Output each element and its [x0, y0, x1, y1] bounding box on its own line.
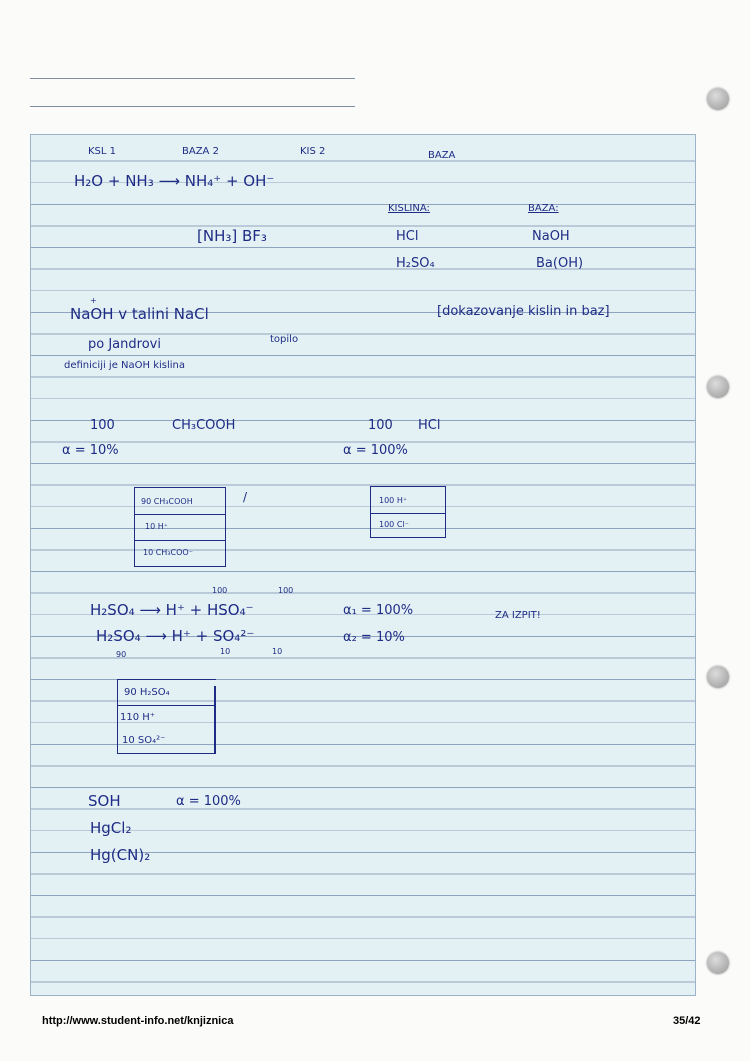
hcl-box-cell: 100 H⁺ [379, 496, 408, 505]
footer-url[interactable]: http://www.student-info.net/knjiznica [42, 1015, 234, 1027]
charge-plus: + [90, 296, 97, 305]
definicija-line: definiciji je NaOH kislina [64, 360, 186, 371]
baza-header: BAZA: [528, 203, 559, 214]
label-baza2: BAZA 2 [182, 146, 219, 157]
h2so4-box-cell: 110 H⁺ [120, 712, 156, 723]
label-baza: BAZA [428, 150, 456, 161]
hcl-count: 100 [368, 418, 393, 433]
acetic-formula: CH₃COOH [172, 418, 236, 433]
hgcn2-formula: Hg(CN)₂ [90, 846, 151, 864]
hcl-alpha: α = 100% [343, 443, 408, 458]
naoh-melt-line: NaOH v talini NaCl [70, 305, 209, 323]
bracket-note: [dokazovanje kislin in baz] [437, 304, 610, 319]
hgcl2-formula: HgCl₂ [90, 819, 132, 837]
hcl-box [370, 486, 446, 538]
pen-stroke: / [243, 490, 248, 504]
acetic-count: 100 [90, 418, 115, 433]
h2so4-equation-1: H₂SO₄ ⟶ H⁺ + HSO₄⁻ [90, 601, 254, 619]
h2so4-equation-2: H₂SO₄ ⟶ H⁺ + SO₄²⁻ [96, 627, 255, 645]
acetic-box-cell: 10 H⁺ [145, 522, 168, 531]
h2so4-box [117, 679, 216, 754]
h2so4-box-cell: 90 H₂SO₄ [124, 687, 170, 698]
alpha-1: α₁ = 100% [343, 603, 414, 618]
hcl-box-cell: 100 Cl⁻ [379, 520, 409, 529]
count-label: 10 [272, 647, 283, 656]
count-label: 100 [212, 586, 228, 595]
label-kis2: KIS 2 [300, 146, 326, 157]
equation-water-ammonia: H₂O + NH₃ ⟶ NH₄⁺ + OH⁻ [74, 172, 275, 190]
punch-hole [707, 376, 729, 398]
topilo-note: topilo [270, 334, 299, 345]
punch-hole [707, 952, 729, 974]
complex-formula: [NH₃] BF₃ [197, 227, 267, 245]
count-label: 100 [278, 586, 294, 595]
baza-item: NaOH [532, 229, 570, 244]
header-line [30, 78, 355, 79]
page-number: 35/42 [673, 1015, 701, 1027]
lined-paper [30, 134, 696, 996]
header-line [30, 106, 355, 107]
kislina-item: HCl [396, 229, 419, 244]
baza-item: Ba(OH) [536, 256, 584, 271]
acetic-alpha: α = 10% [62, 443, 119, 458]
kislina-header: KISLINA: [388, 203, 430, 214]
hcl-formula: HCl [418, 418, 441, 433]
jandrovi-line: po Jandrovi [88, 337, 161, 352]
alpha-2: α₂ = 10% [343, 630, 405, 645]
punch-hole [707, 88, 729, 110]
count-label: 90 [116, 650, 127, 659]
label-ksl1: KSL 1 [88, 146, 117, 157]
soh-alpha: α = 100% [176, 794, 241, 809]
za-izpit-note: ZA IZPIT! [495, 610, 541, 621]
count-label: 10 [220, 647, 231, 656]
acetic-box-cell: 10 CH₃COO⁻ [143, 548, 193, 557]
soh-label: SOH [88, 792, 121, 810]
acetic-box-cell: 90 CH₃COOH [141, 497, 193, 506]
kislina-item: H₂SO₄ [396, 256, 435, 271]
h2so4-box-cell: 10 SO₄²⁻ [122, 735, 166, 746]
acetic-box [134, 487, 226, 567]
box-edge [214, 686, 216, 754]
punch-hole [707, 666, 729, 688]
